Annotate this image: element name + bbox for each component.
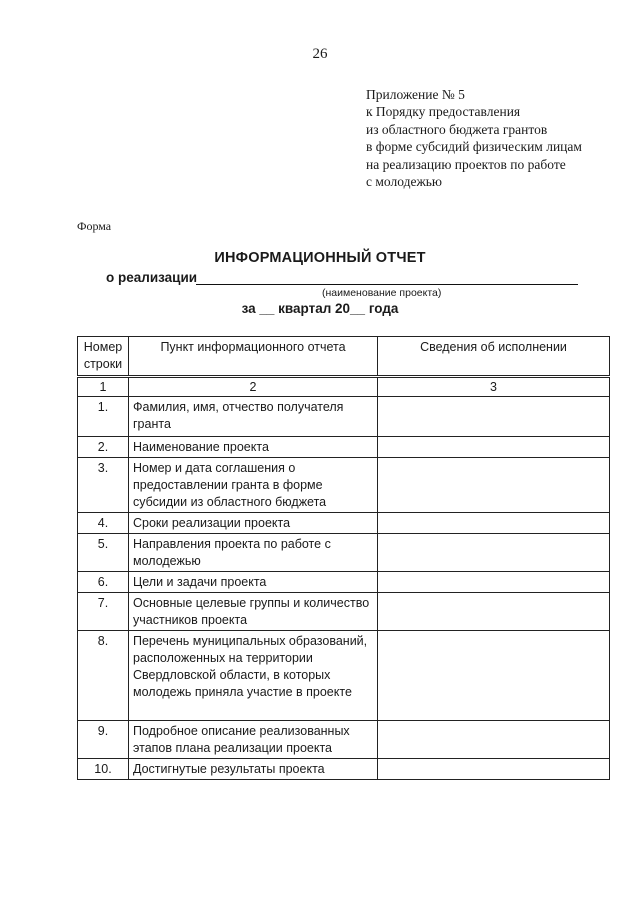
report-item: Подробное описание реализованных этапов плана реализации проекта	[129, 721, 378, 759]
row-number: 2.	[78, 437, 129, 458]
column-number: 1	[78, 377, 129, 397]
appendix-line: в форме субсидий физическим лицам	[366, 139, 582, 155]
report-item: Наименование проекта	[129, 437, 378, 458]
form-label: Форма	[77, 219, 112, 233]
report-item: Перечень муниципальных образований, расположенных на территории Свердловской области, в которых молодежь приняла участие в проекте	[129, 631, 378, 721]
column-number: 3	[378, 377, 610, 397]
row-number: 1.	[78, 397, 129, 437]
appendix-block	[366, 86, 582, 190]
report-title: ИНФОРМАЦИОННЫЙ ОТЧЕТ	[214, 250, 426, 266]
execution-info-cell[interactable]	[378, 593, 610, 631]
report-item: Цели и задачи проекта	[129, 572, 378, 593]
page-number: 26	[312, 46, 328, 62]
table-row	[78, 534, 610, 572]
report-table	[77, 336, 610, 780]
execution-info-cell[interactable]	[378, 437, 610, 458]
table-row	[78, 513, 610, 534]
row-number: 5.	[78, 534, 129, 572]
row-number: 7.	[78, 593, 129, 631]
table-row	[78, 593, 610, 631]
appendix-line: Приложение № 5	[366, 87, 465, 102]
table-row	[78, 572, 610, 593]
table-row	[78, 759, 610, 780]
report-item: Сроки реализации проекта	[129, 513, 378, 534]
header-execution-info: Сведения об исполнении	[378, 337, 610, 377]
execution-info-cell[interactable]	[378, 534, 610, 572]
appendix-line: к Порядку предоставления	[366, 104, 521, 120]
row-number: 10.	[78, 759, 129, 780]
execution-info-cell[interactable]	[378, 721, 610, 759]
table-row	[78, 397, 610, 437]
execution-info-cell[interactable]	[378, 759, 610, 780]
header-report-item: Пункт информационного отчета	[129, 337, 378, 377]
report-item: Фамилия, имя, отчество получателя гранта	[129, 397, 378, 437]
row-number: 3.	[78, 458, 129, 513]
report-item: Номер и дата соглашения о предоставлении гранта в форме субсидии из областного бюджета	[129, 458, 378, 513]
table-row	[78, 721, 610, 759]
table-row	[78, 631, 610, 721]
report-item: Направления проекта по работе с молодежью	[129, 534, 378, 572]
report-period: за __ квартал 20__ года	[241, 301, 399, 316]
row-number: 9.	[78, 721, 129, 759]
table-row	[78, 437, 610, 458]
execution-info-cell[interactable]	[378, 397, 610, 437]
report-item: Основные целевые группы и количество участников проекта	[129, 593, 378, 631]
header-row-number: Номер строки	[78, 337, 129, 377]
implementation-label: о реализации	[106, 270, 198, 285]
execution-info-cell[interactable]	[378, 458, 610, 513]
row-number: 8.	[78, 631, 129, 721]
project-name-caption: (наименование проекта)	[322, 287, 442, 299]
appendix-line: на реализацию проектов по работе	[366, 156, 566, 172]
appendix-line: из областного бюджета грантов	[366, 121, 548, 137]
column-number: 2	[129, 377, 378, 397]
appendix-line: с молодежью	[366, 174, 443, 190]
table-row	[78, 458, 610, 513]
execution-info-cell[interactable]	[378, 631, 610, 721]
project-name-blank	[196, 284, 578, 285]
row-number: 4.	[78, 513, 129, 534]
execution-info-cell[interactable]	[378, 572, 610, 593]
report-item: Достигнутые результаты проекта	[129, 759, 378, 780]
table-header-row	[78, 337, 610, 377]
execution-info-cell[interactable]	[378, 513, 610, 534]
column-number-row	[78, 377, 610, 397]
row-number: 6.	[78, 572, 129, 593]
